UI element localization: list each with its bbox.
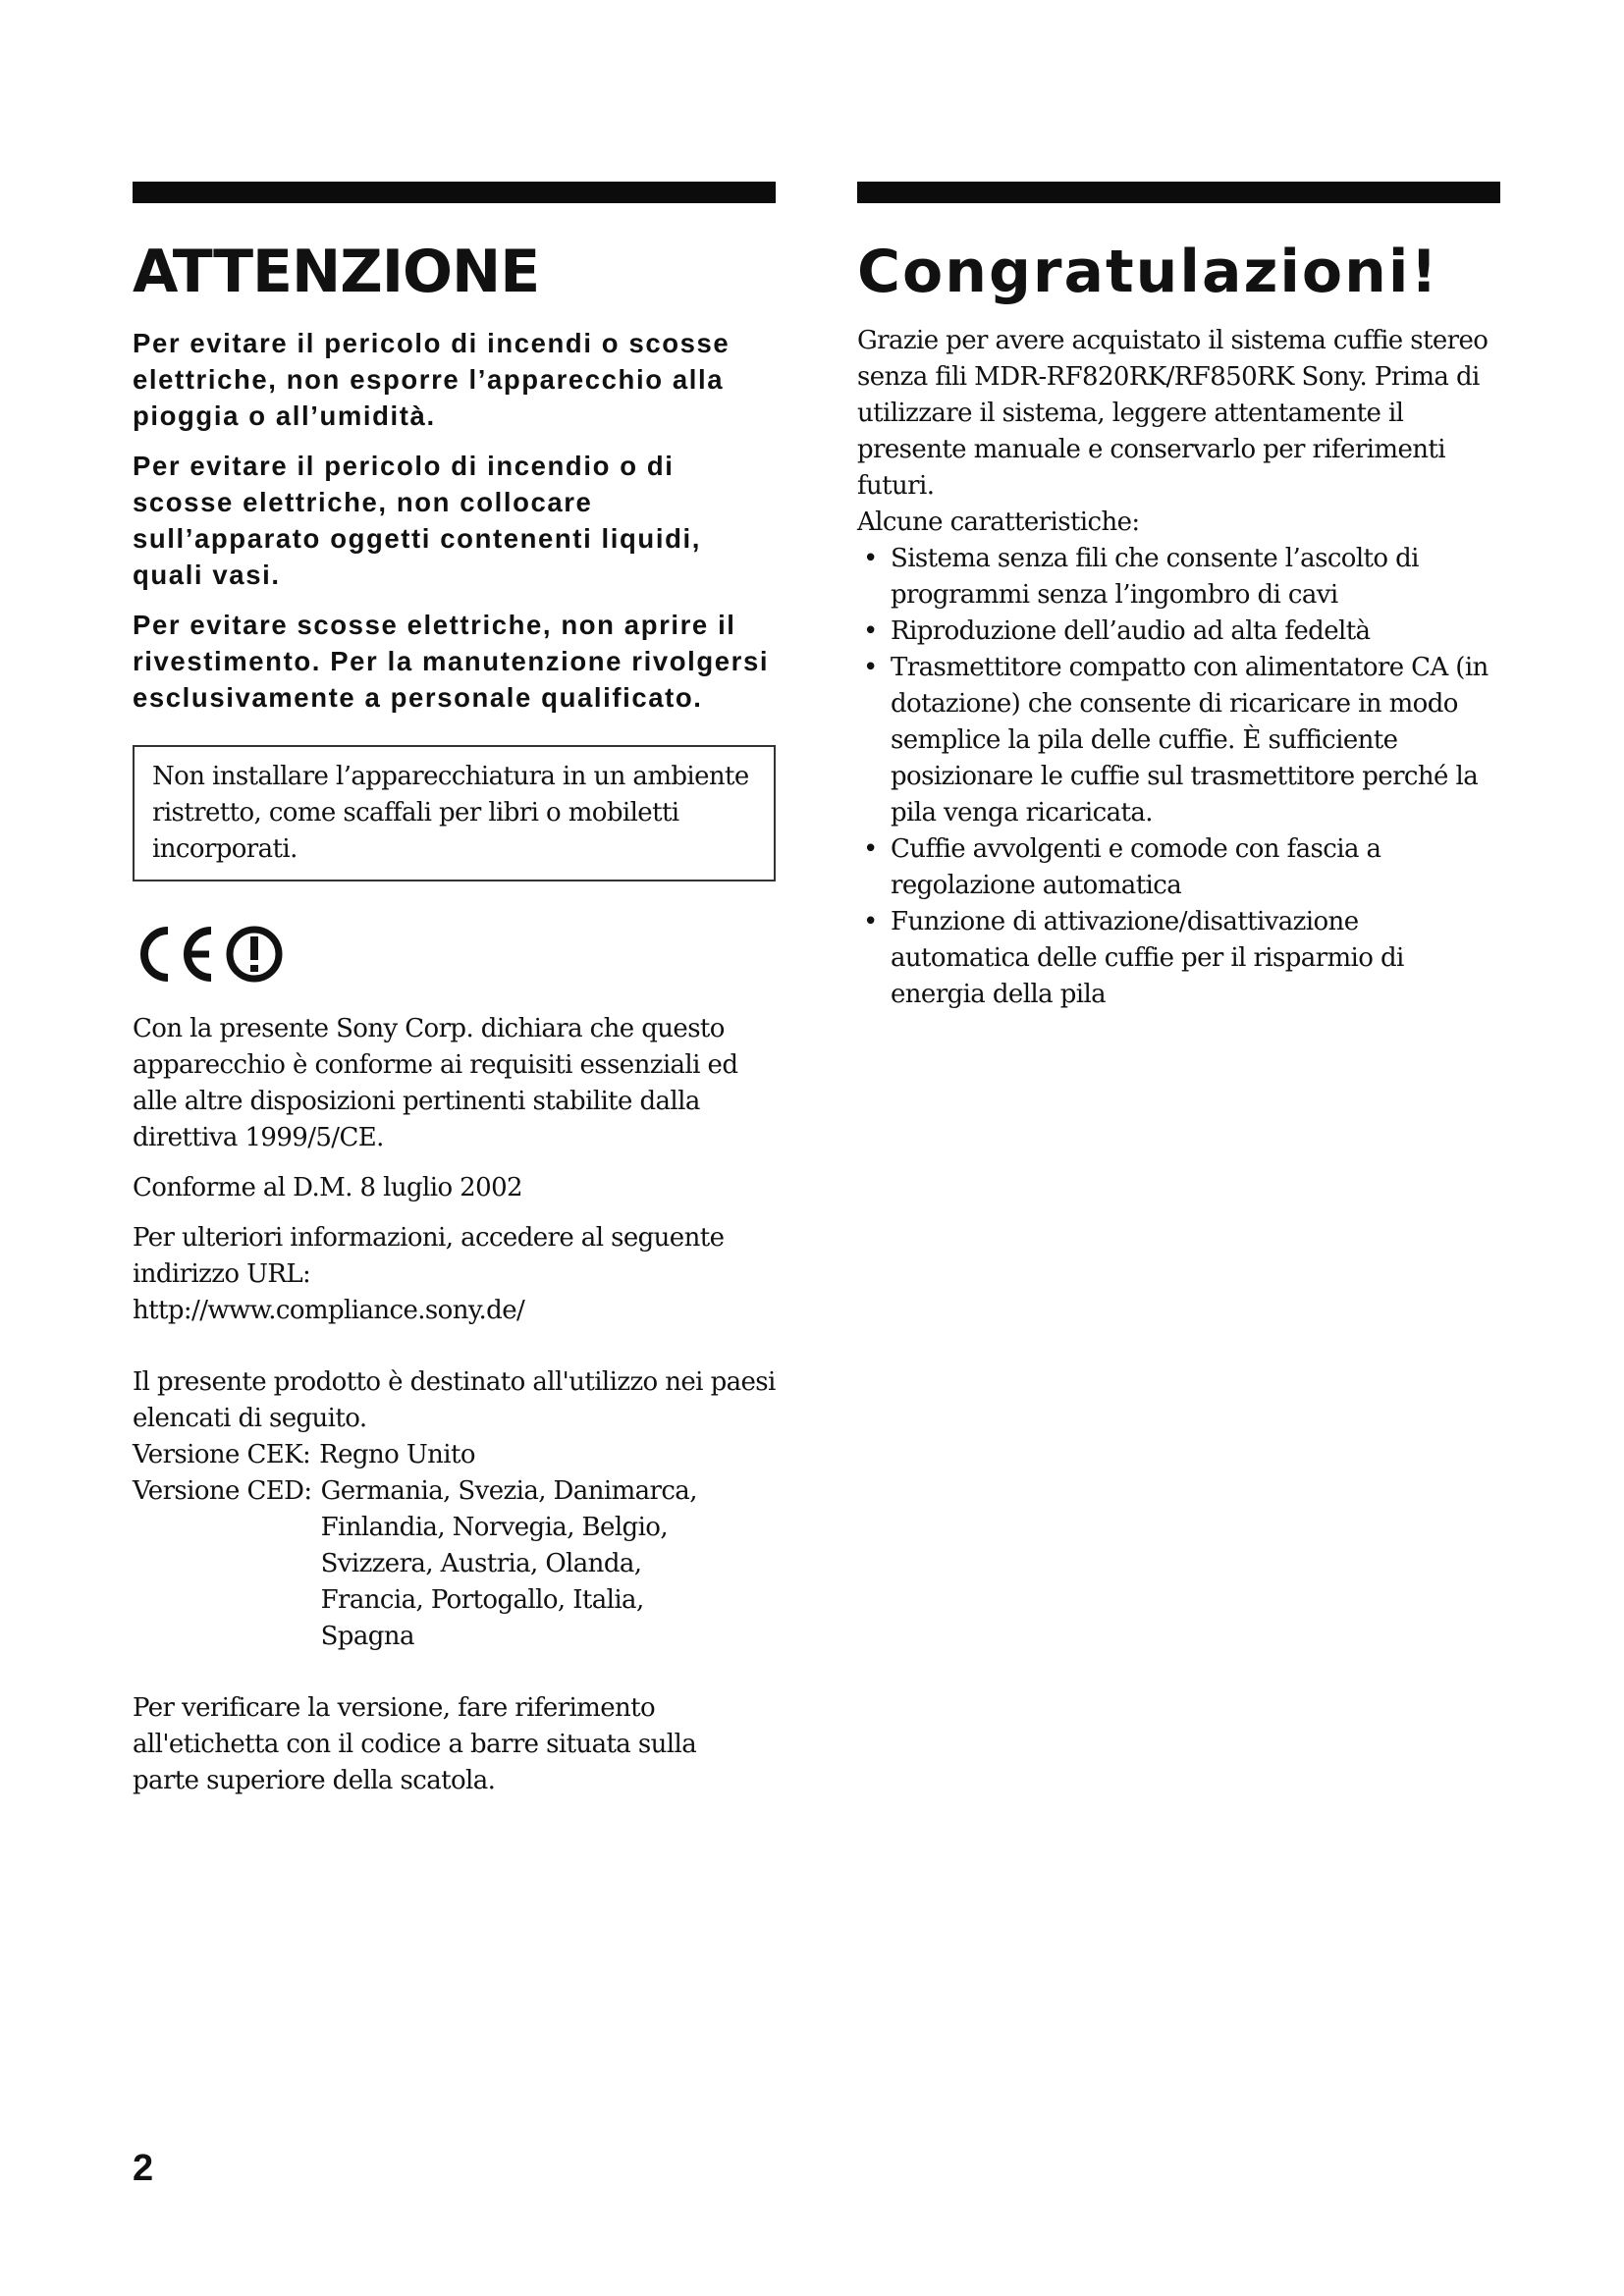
- page-number: 2: [133, 2148, 154, 2189]
- cek-version-row: [133, 1437, 776, 1473]
- left-column: [133, 182, 776, 1799]
- cek-label: Versione CEK:: [133, 1440, 311, 1469]
- congratulazioni-heading: Congratulazioni!: [857, 238, 1439, 306]
- list-item: • Sistema senza fili che consente l’ascolto di programmi senza l’ingombro di cavi: [857, 541, 1500, 614]
- warning-paragraph: Per evitare il pericolo di incendi o scosse elettriche, non esporre l’apparecchio alla pioggia o all’umidità.: [133, 328, 731, 431]
- declaration-text: Con la presente Sony Corp. dichiara che questo apparecchio è conforme ai requisiti essenziali ed alle altre disposizioni pertinenti stabilite dalla direttiva 1999/5/CE.: [133, 1014, 738, 1152]
- bullet-icon: •: [863, 907, 878, 936]
- conforme-text: Conforme al D.M. 8 luglio 2002: [133, 1173, 522, 1202]
- list-item: • Cuffie avvolgenti e comode con fascia a regolazione automatica: [857, 831, 1500, 904]
- ce-alert-mark-icon: [133, 917, 776, 995]
- installation-notice-box: [133, 745, 776, 881]
- bullet-icon: •: [863, 544, 878, 573]
- bullet-icon: •: [863, 616, 878, 646]
- section-rule: [133, 182, 776, 203]
- warning-paragraph: Per evitare scosse elettriche, non aprire il rivestimento. Per la manutenzione rivolgersi esclusivamente a personale qualificato.: [133, 610, 770, 713]
- bullet-icon: •: [863, 834, 878, 864]
- compliance-url: http://www.compliance.sony.de/: [133, 1296, 525, 1325]
- right-column: [857, 182, 1500, 1013]
- features-list: [857, 541, 1500, 1013]
- verify-text: Per verificare la versione, fare riferimento all'etichetta con il codice a barre situata sulla parte superiore della scatola.: [133, 1693, 697, 1795]
- destination-intro: Il presente prodotto è destinato all'utilizzo nei paesi elencati di seguito.: [133, 1367, 776, 1433]
- installation-notice: Non installare l’apparecchiatura in un ambiente ristretto, come scaffali per libri o mobiletti incorporati.: [152, 762, 749, 864]
- ced-value: Germania, Svezia, Danimarca, Finlandia, Norvegia, Belgio, Svizzera, Austria, Olanda, Francia, Portogallo, Italia, Spagna: [320, 1476, 697, 1651]
- intro-text: Grazie per avere acquistato il sistema cuffie stereo senza fili MDR-RF820RK/RF850RK Sony. Prima di utilizzare il sistema, leggere attentamente il presente manuale e conservarlo per riferimenti futuri.: [857, 326, 1489, 501]
- features-label: Alcune caratteristiche:: [857, 507, 1140, 537]
- info-text: Per ulteriori informazioni, accedere al seguente indirizzo URL:: [133, 1223, 725, 1289]
- list-item: • Funzione di attivazione/disattivazione automatica delle cuffie per il risparmio di energia della pila: [857, 904, 1500, 1013]
- section-rule: [857, 182, 1500, 203]
- attenzione-heading: ATTENZIONE: [133, 238, 540, 306]
- ced-label: Versione CED:: [133, 1476, 312, 1506]
- list-item: • Trasmettitore compatto con alimentatore CA (in dotazione) che consente di ricaricare in modo semplice la pila delle cuffie. È sufficiente posizionare le cuffie sul trasmettitore perché la pila venga ricaricata.: [857, 650, 1500, 831]
- ced-version-row: [133, 1473, 776, 1655]
- list-item: • Riproduzione dell’audio ad alta fedeltà: [857, 614, 1500, 650]
- warning-paragraph: Per evitare il pericolo di incendio o di scosse elettriche, non collocare sull’apparato oggetti contenenti liquidi, quali vasi.: [133, 451, 701, 590]
- bullet-icon: •: [863, 653, 878, 682]
- cek-value: Regno Unito: [319, 1440, 475, 1469]
